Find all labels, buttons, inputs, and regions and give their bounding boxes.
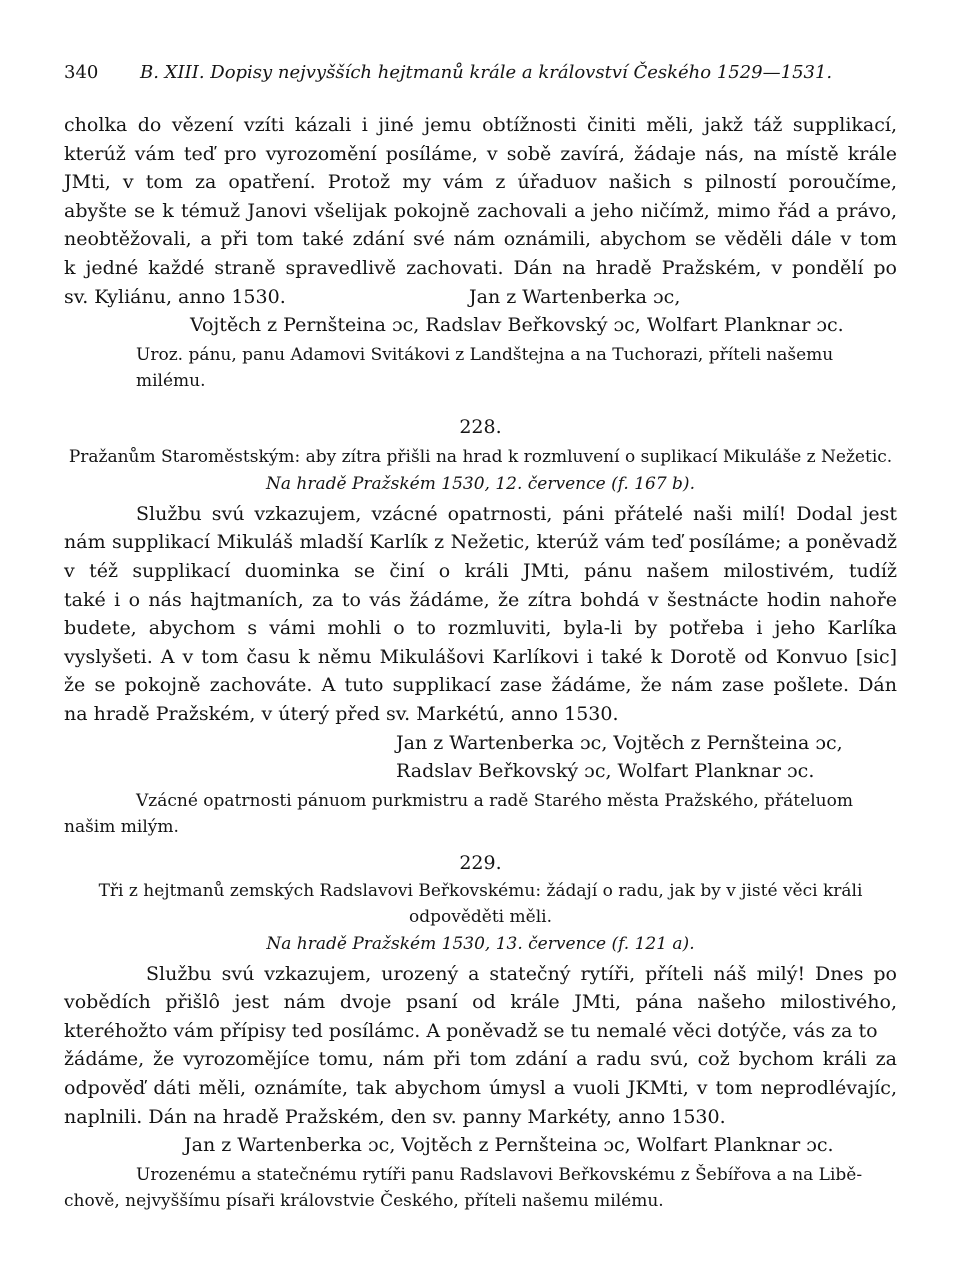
text-line: sv. Kyliánu, anno 1530. <box>64 285 286 308</box>
running-title: B. XIII. Dopisy nejvyšších hejtmanů krále a království Českého 1529—1531. <box>140 62 833 83</box>
address-line: Urozenému a statečnému rytíři panu Radslavovi Beřkovskému z Šebířova a na Libě-chově, nejvyššímu písaři královstvie Českého, příteli našemu milému. <box>64 1164 863 1211</box>
document-dateline: Na hradě Pražském 1530, 13. července (f. 121 a). <box>266 933 695 954</box>
opening-letter-body <box>64 111 897 311</box>
text-line: naplnili. Dán na hradě Pražském, den sv. panny Markéty, anno 1530. <box>64 1105 726 1128</box>
text-block: vobědích přišlô jest nám dvoje psaní od krále JMti, pána našeho milostivého, kteréhožto vám přípisy ted posílámc. A poněvadž se tu nemalé věci dotýče, vás za to <box>64 991 897 1042</box>
page-number: 340 <box>64 62 99 83</box>
text-line: kterúž vám teď pro vyrozomění posíláme, v sobě zavírá, žádaje nás, na místě krále <box>64 142 897 165</box>
text-line: abyšte se k témuž Janovi všelijak pokojně zachovali a jeho ničímž, mimo řád a právo, <box>64 199 897 222</box>
signature-line: Radslav Beřkovský ɔc, Wolfart Planknar ɔc. <box>396 760 815 783</box>
document-number: 228. <box>459 415 502 438</box>
text-line: k jedné každé straně spravedlivě zachovati. Dán na hradě Pražském, v pondělí po <box>64 256 897 279</box>
signature-line: Jan z Wartenberka ɔc, Vojtěch z Pernšteina ɔc, Wolfart Planknar ɔc. <box>184 1134 834 1157</box>
letter-body <box>64 960 897 1132</box>
document-dateline: Na hradě Pražském 1530, 12. července (f. 167 b). <box>266 473 695 494</box>
document-number: 229. <box>459 851 502 874</box>
text-line: že se pokojně zachováte. A tuto supplikací zase žádáme, že nám zase pošlete. Dán <box>64 674 897 697</box>
document-regest: Pražanům Staroměstským: aby zítra přišli na hrad k rozmluvení o suplikací Mikuláše z Nežetic. <box>68 446 893 467</box>
text-line: také i o nás hajtmaních, za to vás žádáme, že zítra bohdá v šestnácte hodin nahoře <box>64 588 897 611</box>
text-line: nám supplikací Mikuláš mladší Karlík z Nežetic, kterúž vám teď posíláme; a poněvadž <box>64 531 897 554</box>
text-line: JMti, v tom za opatření. Protož my vám z úřaduov našich s pilností poroučíme, <box>64 171 897 194</box>
text-line: vyslyšeti. A v tom času k němu Mikulášovi Karlíkovi i také k Dorotě od Konvuo [sic] <box>64 645 897 668</box>
text-line: na hradě Pražském, v úterý před sv. Markétú, anno 1530. <box>64 702 619 725</box>
running-header <box>64 60 897 86</box>
text-line: Službu svú vzkazujem, urozený a statečný rytíři, příteli náš milý! Dnes po <box>146 962 897 985</box>
text-line: v též supplikací duominka se činí o králi JMti, pánu našem milostivém, tudíž <box>64 559 897 582</box>
text-line: budete, abychom s vámi mohli o to rozmluviti, byla-li by potřeba i jeho Karlíka <box>64 617 897 640</box>
signature-line: Jan z Wartenberka ɔc, <box>469 285 681 308</box>
text-line: cholka do vězení vzíti kázali i jiné jemu obtížnosti činiti měli, jakž táž supplikací, <box>64 114 897 136</box>
letter-body <box>64 500 897 729</box>
signature-line: Jan z Wartenberka ɔc, Vojtěch z Pernšteina ɔc, <box>396 731 843 754</box>
address-line: Vzácné opatrnosti pánuom purkmistru a radě Starého města Pražského, přáteluom našim milým. <box>64 790 853 837</box>
text-line: odpověď dáti měli, oznámíte, tak abychom úmysl a vuoli JKMti, v tom neprodlévajíc, <box>64 1077 897 1100</box>
document-regest: Tři z hejtmanů zemských Radslavovi Beřkovskému: žádají o radu, jak by v jisté věci králi odpověděti měli. <box>98 880 863 927</box>
address-line: Uroz. pánu, panu Adamovi Svitákovi z Landštejna a na Tuchorazi, příteli našemu milému. <box>136 344 834 391</box>
text-line: Službu svú vzkazujem, vzácné opatrnosti, páni přátelé naši milí! Dodal jest <box>136 502 897 525</box>
text-line-with-signature <box>64 283 897 312</box>
text-line: neobtěžovali, a při tom také zdání své nám oznámili, abychom se věděli dále v tom <box>64 228 897 251</box>
signature-line: Vojtěch z Pernšteina ɔc, Radslav Beřkovský ɔc, Wolfart Planknar ɔc. <box>190 314 844 337</box>
text-line: žádáme, že vyrozomějíce tomu, nám při tom zdání a radu svú, což bychom králi za <box>64 1048 897 1071</box>
